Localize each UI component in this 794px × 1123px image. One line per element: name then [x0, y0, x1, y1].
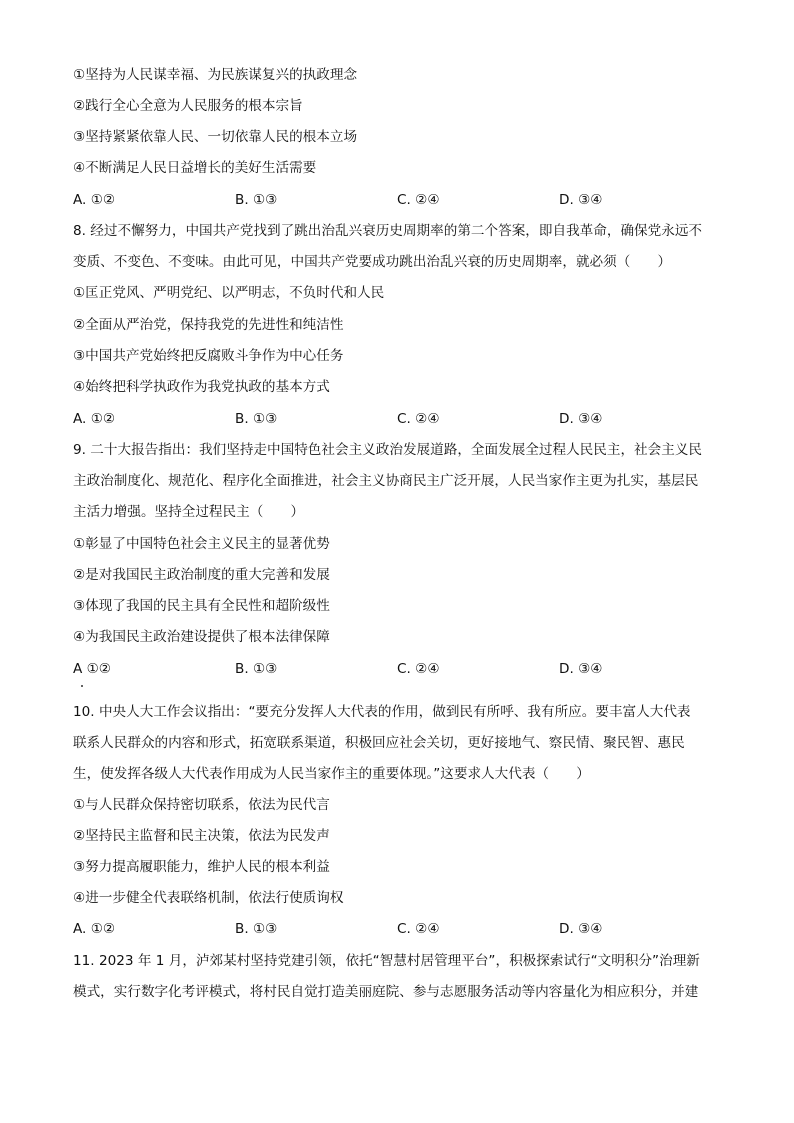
q9-statement-2: ②是对我国民主政治制度的重大完善和发展 [73, 567, 330, 583]
q7-statement-1: ①坚持为人民谋幸福、为民族谋复兴的执政理念 [73, 67, 358, 83]
q9-statement-1: ①彰显了中国特色社会主义民主的显著优势 [73, 536, 330, 552]
q9-statement-3: ③体现了我国的民主具有全民性和超阶级性 [73, 598, 330, 614]
q10-option-c[interactable]: C. ②④ [397, 921, 440, 937]
q10-statement-1: ①与人民群众保持密切联系，依法为民代言 [73, 797, 330, 813]
q9-option-b[interactable]: B. ①③ [235, 661, 278, 677]
q10-statement-4: ④进一步健全代表联络机制，依法行使质询权 [73, 890, 344, 906]
stray-dot [81, 685, 83, 687]
q10-option-d[interactable]: D. ③④ [559, 921, 603, 937]
q11-stem-line-2: 模式，实行数字化考评模式，将村民自觉打造美丽庭院、参与志愿服务活动等内容量化为相应积分，并建 [73, 984, 699, 1000]
q10-statement-3: ③努力提高履职能力，维护人民的根本利益 [73, 859, 330, 875]
q9-option-c[interactable]: C. ②④ [397, 661, 440, 677]
q10-options [73, 920, 733, 938]
q8-statement-1: ①匡正党风、严明党纪、以严明志，不负时代和人民 [73, 285, 385, 301]
q9-option-d[interactable]: D. ③④ [559, 661, 603, 677]
q7-option-d[interactable]: D. ③④ [559, 192, 603, 208]
q10-stem-line-1: 10. 中央人大工作会议指出：“要充分发挥人大代表的作用，做到民有所呼、我有所应。要丰富人大代表 [73, 704, 691, 720]
q9-option-a[interactable]: A ①② [73, 661, 111, 677]
q9-statement-4: ④为我国民主政治建设提供了根本法律保障 [73, 629, 330, 645]
q8-options [73, 410, 733, 428]
q8-statement-4: ④始终把科学执政作为我党执政的基本方式 [73, 379, 330, 395]
q8-statement-3: ③中国共产党始终把反腐败斗争作为中心任务 [73, 348, 344, 364]
q8-option-a[interactable]: A. ①② [73, 411, 116, 427]
q9-stem-line-1: 9. 二十大报告指出：我们坚持走中国特色社会主义政治发展道路，全面发展全过程人民民主，社会主义民 [73, 442, 703, 458]
q7-options [73, 191, 733, 209]
q10-option-b[interactable]: B. ①③ [235, 921, 278, 937]
q10-statement-2: ②坚持民主监督和民主决策，依法为民发声 [73, 828, 330, 844]
q10-option-a[interactable]: A. ①② [73, 921, 116, 937]
q8-option-b[interactable]: B. ①③ [235, 411, 278, 427]
q7-statement-2: ②践行全心全意为人民服务的根本宗旨 [73, 98, 303, 114]
q7-statement-4: ④不断满足人民日益增长的美好生活需要 [73, 160, 317, 176]
q11-stem-line-1: 11. 2023 年 1 月，泸郊某村坚持党建引领，依托“智慧村居管理平台”，积极探索试行“文明积分”治理新 [73, 953, 700, 969]
q8-statement-2: ②全面从严治党，保持我党的先进性和纯洁性 [73, 317, 344, 333]
q9-stem-line-2: 主政治制度化、规范化、程序化全面推进，社会主义协商民主广泛开展，人民当家作主更为扎实，基层民 [73, 473, 699, 489]
q7-option-c[interactable]: C. ②④ [397, 192, 440, 208]
q10-stem-line-2: 联系人民群众的内容和形式，拓宽联系渠道，积极回应社会关切，更好接地气、察民情、聚民智、惠民 [73, 735, 685, 751]
q7-option-a[interactable]: A. ①② [73, 192, 116, 208]
q7-statement-3: ③坚持紧紧依靠人民、一切依靠人民的根本立场 [73, 129, 358, 145]
q8-option-c[interactable]: C. ②④ [397, 411, 440, 427]
q10-stem-line-3: 生，使发挥各级人大代表作用成为人民当家作主的重要体现。”这要求人大代表（ ） [73, 766, 590, 782]
q7-option-b[interactable]: B. ①③ [235, 192, 278, 208]
q8-option-d[interactable]: D. ③④ [559, 411, 603, 427]
q8-stem-line-1: 8. 经过不懈努力，中国共产党找到了跳出治乱兴衰历史周期率的第二个答案，即自我革命，确保党永远不 [73, 223, 703, 239]
q9-stem-line-3: 主活力增强。坚持全过程民主（ ） [73, 504, 305, 520]
q9-options [73, 660, 733, 678]
q8-stem-line-2: 变质、不变色、不变味。由此可见，中国共产党要成功跳出治乱兴衰的历史周期率，就必须（ ） [73, 254, 672, 270]
